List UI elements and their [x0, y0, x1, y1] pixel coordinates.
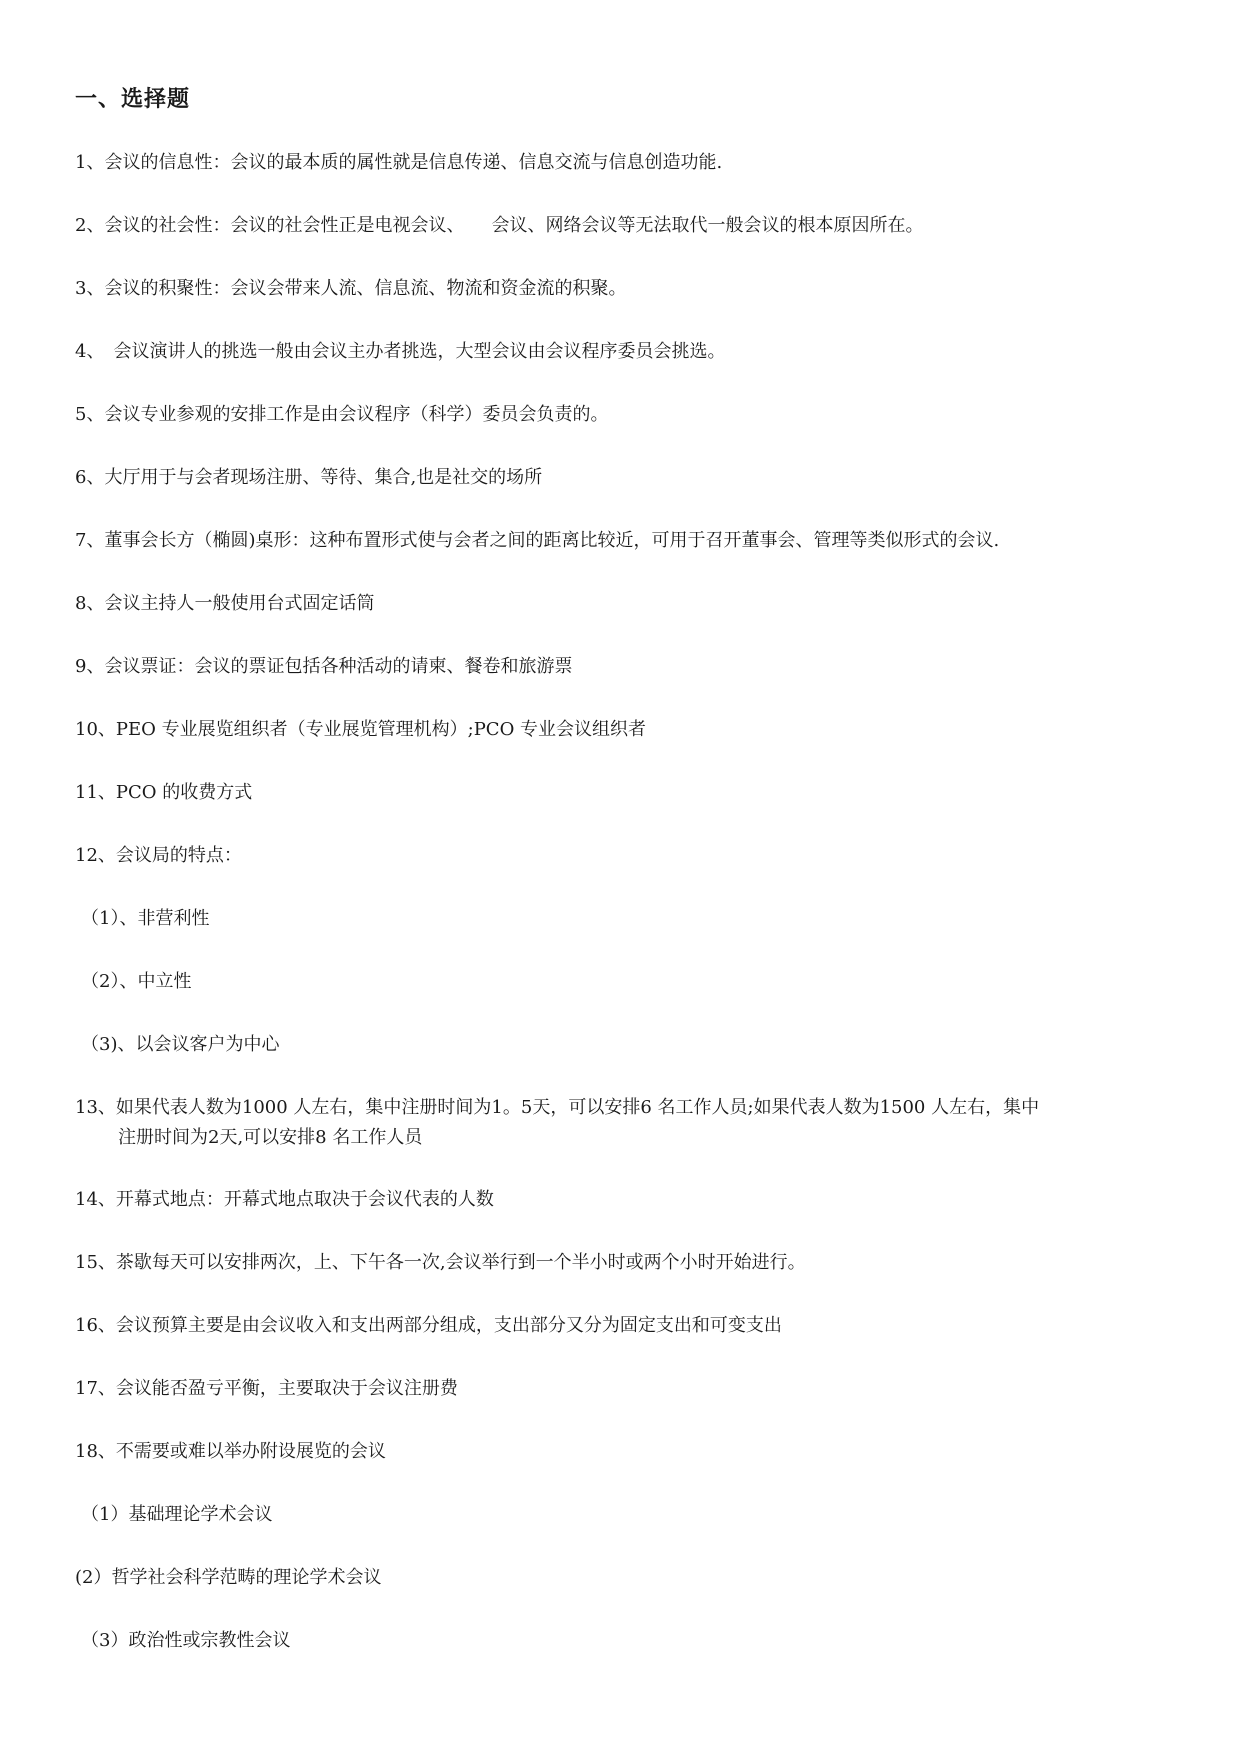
section-title: 一、选择题: [75, 87, 191, 112]
list-item: （1）、非营利性: [81, 908, 210, 929]
item-13-line-2: 注册时间为2天,可以安排8 名工作人员: [118, 1127, 423, 1148]
list-item: 7、董事会长方（椭圆)桌形：这种布置形式使与会者之间的距离比较近，可用于召开董事会、管理等类似形式的会议.: [75, 530, 1000, 551]
item-13-line-1: 13、如果代表人数为1000 人左右，集中注册时间为1。5天，可以安排6 名工作人员;如果代表人数为1500 人左右，集中: [75, 1097, 1040, 1118]
list-item: 9、会议票证：会议的票证包括各种活动的请柬、餐卷和旅游票: [75, 656, 573, 677]
list-item: 10、PEO 专业展览组织者（专业展览管理机构）;PCO 专业会议组织者: [75, 719, 647, 740]
list-item: （2）、中立性: [81, 971, 192, 992]
list-item: 5、会议专业参观的安排工作是由会议程序（科学）委员会负责的。: [75, 404, 609, 425]
list-item: 11、PCO 的收费方式: [75, 782, 253, 803]
list-item: 15、茶歇每天可以安排两次，上、下午各一次,会议举行到一个半小时或两个小时开始进行。: [75, 1252, 806, 1273]
list-item: （1）基础理论学术会议: [81, 1504, 273, 1525]
list-item: 1、会议的信息性：会议的最本质的属性就是信息传递、信息交流与信息创造功能.: [75, 152, 723, 173]
list-item: 3、会议的积聚性：会议会带来人流、信息流、物流和资金流的积聚。: [75, 278, 627, 299]
list-item: 16、会议预算主要是由会议收入和支出两部分组成，支出部分又分为固定支出和可变支出: [75, 1315, 782, 1336]
list-item: 2、会议的社会性：会议的社会性正是电视会议、 会议、网络会议等无法取代一般会议的根本原因所在。: [75, 215, 924, 236]
list-item: （3)、以会议客户为中心: [81, 1034, 280, 1055]
list-item: 14、开幕式地点：开幕式地点取决于会议代表的人数: [75, 1189, 494, 1210]
list-item: 17、会议能否盈亏平衡，主要取决于会议注册费: [75, 1378, 458, 1399]
list-item: （3）政治性或宗教性会议: [81, 1630, 291, 1651]
list-item: 4、 会议演讲人的挑选一般由会议主办者挑选，大型会议由会议程序委员会挑选。: [75, 341, 726, 362]
list-item-13: [75, 1093, 1175, 1153]
list-item: 18、不需要或难以举办附设展览的会议: [75, 1441, 386, 1462]
list-item: 6、大厅用于与会者现场注册、等待、集合,也是社交的场所: [75, 467, 543, 488]
item-list: [75, 148, 1175, 1689]
list-item: 12、会议局的特点：: [75, 845, 242, 866]
list-item: (2）哲学社会科学范畴的理论学术会议: [75, 1567, 382, 1588]
list-item: 8、会议主持人一般使用台式固定话筒: [75, 593, 375, 614]
